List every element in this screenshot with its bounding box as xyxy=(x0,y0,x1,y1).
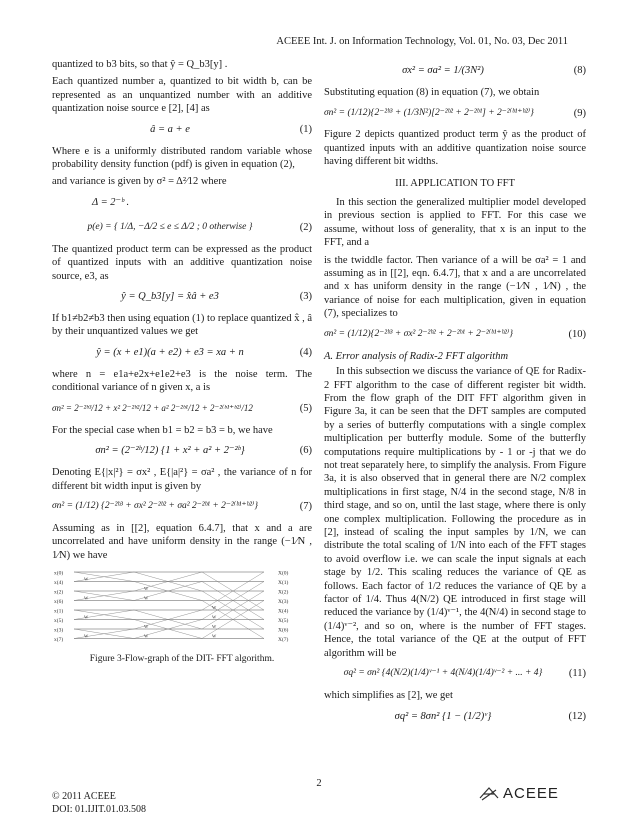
equation-9 xyxy=(324,103,586,123)
fft-output-label: X(1) xyxy=(278,580,289,587)
fft-input-label: x(6) xyxy=(54,599,64,606)
equation-number: (3) xyxy=(299,291,312,303)
equation-text: â = a + e xyxy=(150,123,190,135)
fft-twiddle-label: W xyxy=(212,624,217,630)
equation-text: p(e) = { 1/Δ, −Δ/2 ≤ e ≤ Δ/2 ; 0 otherwise } xyxy=(87,222,253,233)
equation-text: ŷ = Q_b3[y] = x̂â + e3 xyxy=(121,291,219,303)
equation-number: (8) xyxy=(573,65,586,77)
paragraph: The quantized product term can be expressed as the product of quantized inputs with an additive quantization noise source, e3, as xyxy=(52,243,312,282)
equation-text: σn² = 2⁻²ᵇ³/12 + x² 2⁻²ᵇ²/12 + a² 2⁻²ᵇ¹/12 + 2⁻²⁽ᵇ¹⁺ᵇ²⁾/12 xyxy=(52,402,253,413)
journal-header: ACEEE Int. J. on Information Technology, Vol. 01, No. 03, Dec 2011 xyxy=(276,36,568,47)
equation-8 xyxy=(324,61,586,81)
equation-number: (6) xyxy=(299,445,312,457)
equation-number: (2) xyxy=(299,222,312,234)
paragraph: If b1≠b2≠b3 then using equation (1) to replace quantized x̂ , â by their unquantized values we get xyxy=(52,313,312,338)
logo-text: ACEEE xyxy=(503,785,559,802)
fft-twiddle-label: W xyxy=(144,595,149,601)
fft-twiddle-label: W xyxy=(144,586,149,592)
fft-output-label: X(6) xyxy=(278,627,289,634)
fft-input-label: x(7) xyxy=(54,637,64,644)
equation-7 xyxy=(52,497,312,517)
paragraph: is the twiddle factor. Then variance of a will be σa² = 1 and assuming as in [[2], eqn. 6.4.7], that x and a are uncorrelated and x has uniform density in the range (−1⁄N , 1⁄N) , the variance of noise for each multiplication, given in equation (7), specializes to xyxy=(324,254,586,320)
equation-4 xyxy=(52,343,312,363)
equation-text: σn² = (1/12) {2⁻²ᵇ³ + σx² 2⁻²ᵇ² + σa² 2⁻²ᵇ¹ + 2⁻²⁽ᵇ¹⁺ᵇ²⁾} xyxy=(52,501,259,512)
equation-number: (1) xyxy=(299,123,312,135)
paragraph: For the special case when b1 = b2 = b3 = b, we have xyxy=(52,424,273,436)
fft-input-label: x(1) xyxy=(54,608,64,615)
fft-input-label: x(4) xyxy=(54,580,64,587)
fft-twiddle-label: W xyxy=(84,576,89,582)
equation-delta xyxy=(52,193,312,213)
equation-11 xyxy=(324,664,586,684)
fft-flow-graph-figure xyxy=(52,566,312,666)
section-heading: III. APPLICATION TO FFT xyxy=(395,177,515,189)
equation-number: (5) xyxy=(299,402,312,414)
aceee-logo-icon xyxy=(478,786,500,802)
page-number: 2 xyxy=(316,778,322,789)
fft-twiddle-label: W xyxy=(84,633,89,639)
equation-number: (11) xyxy=(568,668,586,680)
fft-twiddle-label: W xyxy=(212,614,217,620)
equation-2 xyxy=(52,218,312,238)
fft-input-label: x(5) xyxy=(54,618,64,625)
fft-output-label: X(4) xyxy=(278,608,289,615)
equation-number: (12) xyxy=(568,710,586,722)
paragraph: Where e is a uniformly distributed random variable whose probability density function (pdf) is given in equation (2), xyxy=(52,145,312,171)
equation-number: (4) xyxy=(299,347,312,359)
equation-6 xyxy=(52,441,312,461)
paragraph: Denoting E{|x|²} = σx² , E{|a|²} = σa² , the variance of n for different bit width input is given by xyxy=(52,467,312,492)
figure-caption: Figure 3-Flow-graph of the DIT- FFT algorithm. xyxy=(89,653,275,664)
left-column xyxy=(52,58,312,666)
equation-number: (9) xyxy=(573,107,586,119)
paragraph: Assuming as in [[2], equation 6.4.7], that x and a are uncorrelated and have uniform density in the range (−1⁄N , 1⁄N) we have xyxy=(52,522,312,561)
equation-1 xyxy=(52,120,312,140)
fft-twiddle-label: W xyxy=(144,633,149,639)
footer-copyright xyxy=(52,790,146,816)
fft-input-label: x(0) xyxy=(54,570,64,577)
fft-output-label: X(0) xyxy=(278,570,289,577)
fft-flow-graph xyxy=(52,566,312,646)
equation-text: σq² = σn² {4(N/2)(1/4)ᵛ⁻¹ + 4(N/4)(1/4)ᵛ⁻² + ... + 4} xyxy=(343,668,543,679)
equation-text: σn² = (1/12){2⁻²ᵇ³ + σx² 2⁻²ᵇ² + 2⁻²ᵇ¹ + 2⁻²⁽ᵇ¹⁺ᵇ²⁾} xyxy=(324,328,514,339)
paragraph: where n = e1a+e2x+e1e2+e3 is the noise term. The conditional variance of n given x, a is xyxy=(52,368,312,394)
fft-output-label: X(7) xyxy=(278,637,289,644)
paragraph: In this section the generalized multiplier model developed in previous section is applied to FFT. For this case we assume, without loss of generality, that x is an input to the FFT, and a xyxy=(324,197,586,249)
doi-text: DOI: 01.IJIT.01.03.508 xyxy=(52,804,146,815)
equation-text: σn² = (1/12){2⁻²ᵇ³ + (1/3N²)[2⁻²ᵇ² + 2⁻²ᵇ¹] + 2⁻²⁽ᵇ¹⁺ᵇ²⁾} xyxy=(324,107,534,118)
fft-twiddle-label: W xyxy=(212,633,217,639)
fft-output-label: X(3) xyxy=(278,599,289,606)
paragraph: Substituting equation (8) in equation (7), we obtain xyxy=(324,87,540,98)
equation-text: ŷ = (x + e1)(a + e2) + e3 = xa + n xyxy=(96,347,244,359)
paragraph: In this subsection we discuss the variance of QE for Radix-2 FFT algorithm to the case of different register bit width. From the flow graph of the DIT FFT algorithm given in Figure 3a, it can be seen that the DFT samples are computed by a series of butterfly computations with a single complex multiplication per butterfly module. Some of the butterfly computations require multiplications by - 1 or -j that we do not treat separately here, to simplify the analysis. From Figure 3a, it is also observed that in general there are N/2 complex multiplications in first stage, N/4 in the second stage, N/8 in third stage, and so on, until the last stage, where there is only one complex multiplication. Following the procedure as in [2], instead of scaling the input samples by 1/N, we can distribute the total scaling of 1/N into each of the FFT stages to avoid overflow i.e. we can scale the input signals at each stage by 1/2. This scaling reduces the variance of QE as follows. Each factor of 1/2 reduces the variance of QE by a factor of 1/4. Thus 4(N/2) QE introduced in first stage will reduced the variance by (1/4)ᵛ⁻¹, the 4(N/4) in second stage to (1/4)ᵛ⁻², and so on, where is the number of FFT stages. Hence, the total variance of the QE at the output of FFT algorithm will be xyxy=(324,366,586,659)
paragraph: Each quantized number a, quantized to bit width b, can be represented as an unquantized number with an additive quantization noise source e [2], [4] as xyxy=(52,76,312,115)
equation-number: (7) xyxy=(299,501,312,513)
fft-twiddle-label: W xyxy=(84,614,89,620)
copyright-text: © 2011 ACEEE xyxy=(52,791,116,802)
fft-twiddle-label: W xyxy=(84,595,89,601)
paragraph: quantized to b3 bits, so that ŷ = Q_b3[y] . xyxy=(52,59,228,70)
equation-5 xyxy=(52,399,312,419)
equation-3 xyxy=(52,287,312,307)
fft-output-label: X(2) xyxy=(278,589,289,596)
aceee-logo xyxy=(478,785,559,802)
equation-number: (10) xyxy=(568,328,586,340)
right-column xyxy=(324,58,586,731)
equation-text: σn² = (2⁻²ᵇ/12) {1 + x² + a² + 2⁻²ᵇ} xyxy=(95,445,245,457)
equation-text: Δ = 2⁻ᵇ . xyxy=(92,197,130,209)
equation-text: σq² = 8σn² {1 − (1/2)ᵛ} xyxy=(394,710,492,722)
paragraph: and variance is given by σ² = Δ²⁄12 where xyxy=(52,176,227,188)
equation-12 xyxy=(324,706,586,726)
paragraph: Figure 2 depicts quantized product term ŷ as the product of quantized inputs with an additive quantization noise source having different bit widths. xyxy=(324,129,586,168)
equation-10 xyxy=(324,325,586,345)
fft-input-label: x(2) xyxy=(54,589,64,596)
equation-text: σx² = σa² = 1/(3N²) xyxy=(402,65,484,77)
subsection-heading: A. Error analysis of Radix-2 FFT algorithm xyxy=(324,350,509,362)
fft-output-label: X(5) xyxy=(278,618,289,625)
fft-twiddle-label: W xyxy=(212,605,217,611)
fft-twiddle-label: W xyxy=(144,624,149,630)
paragraph: which simplifies as [2], we get xyxy=(324,690,453,702)
fft-input-label: x(3) xyxy=(54,627,64,634)
